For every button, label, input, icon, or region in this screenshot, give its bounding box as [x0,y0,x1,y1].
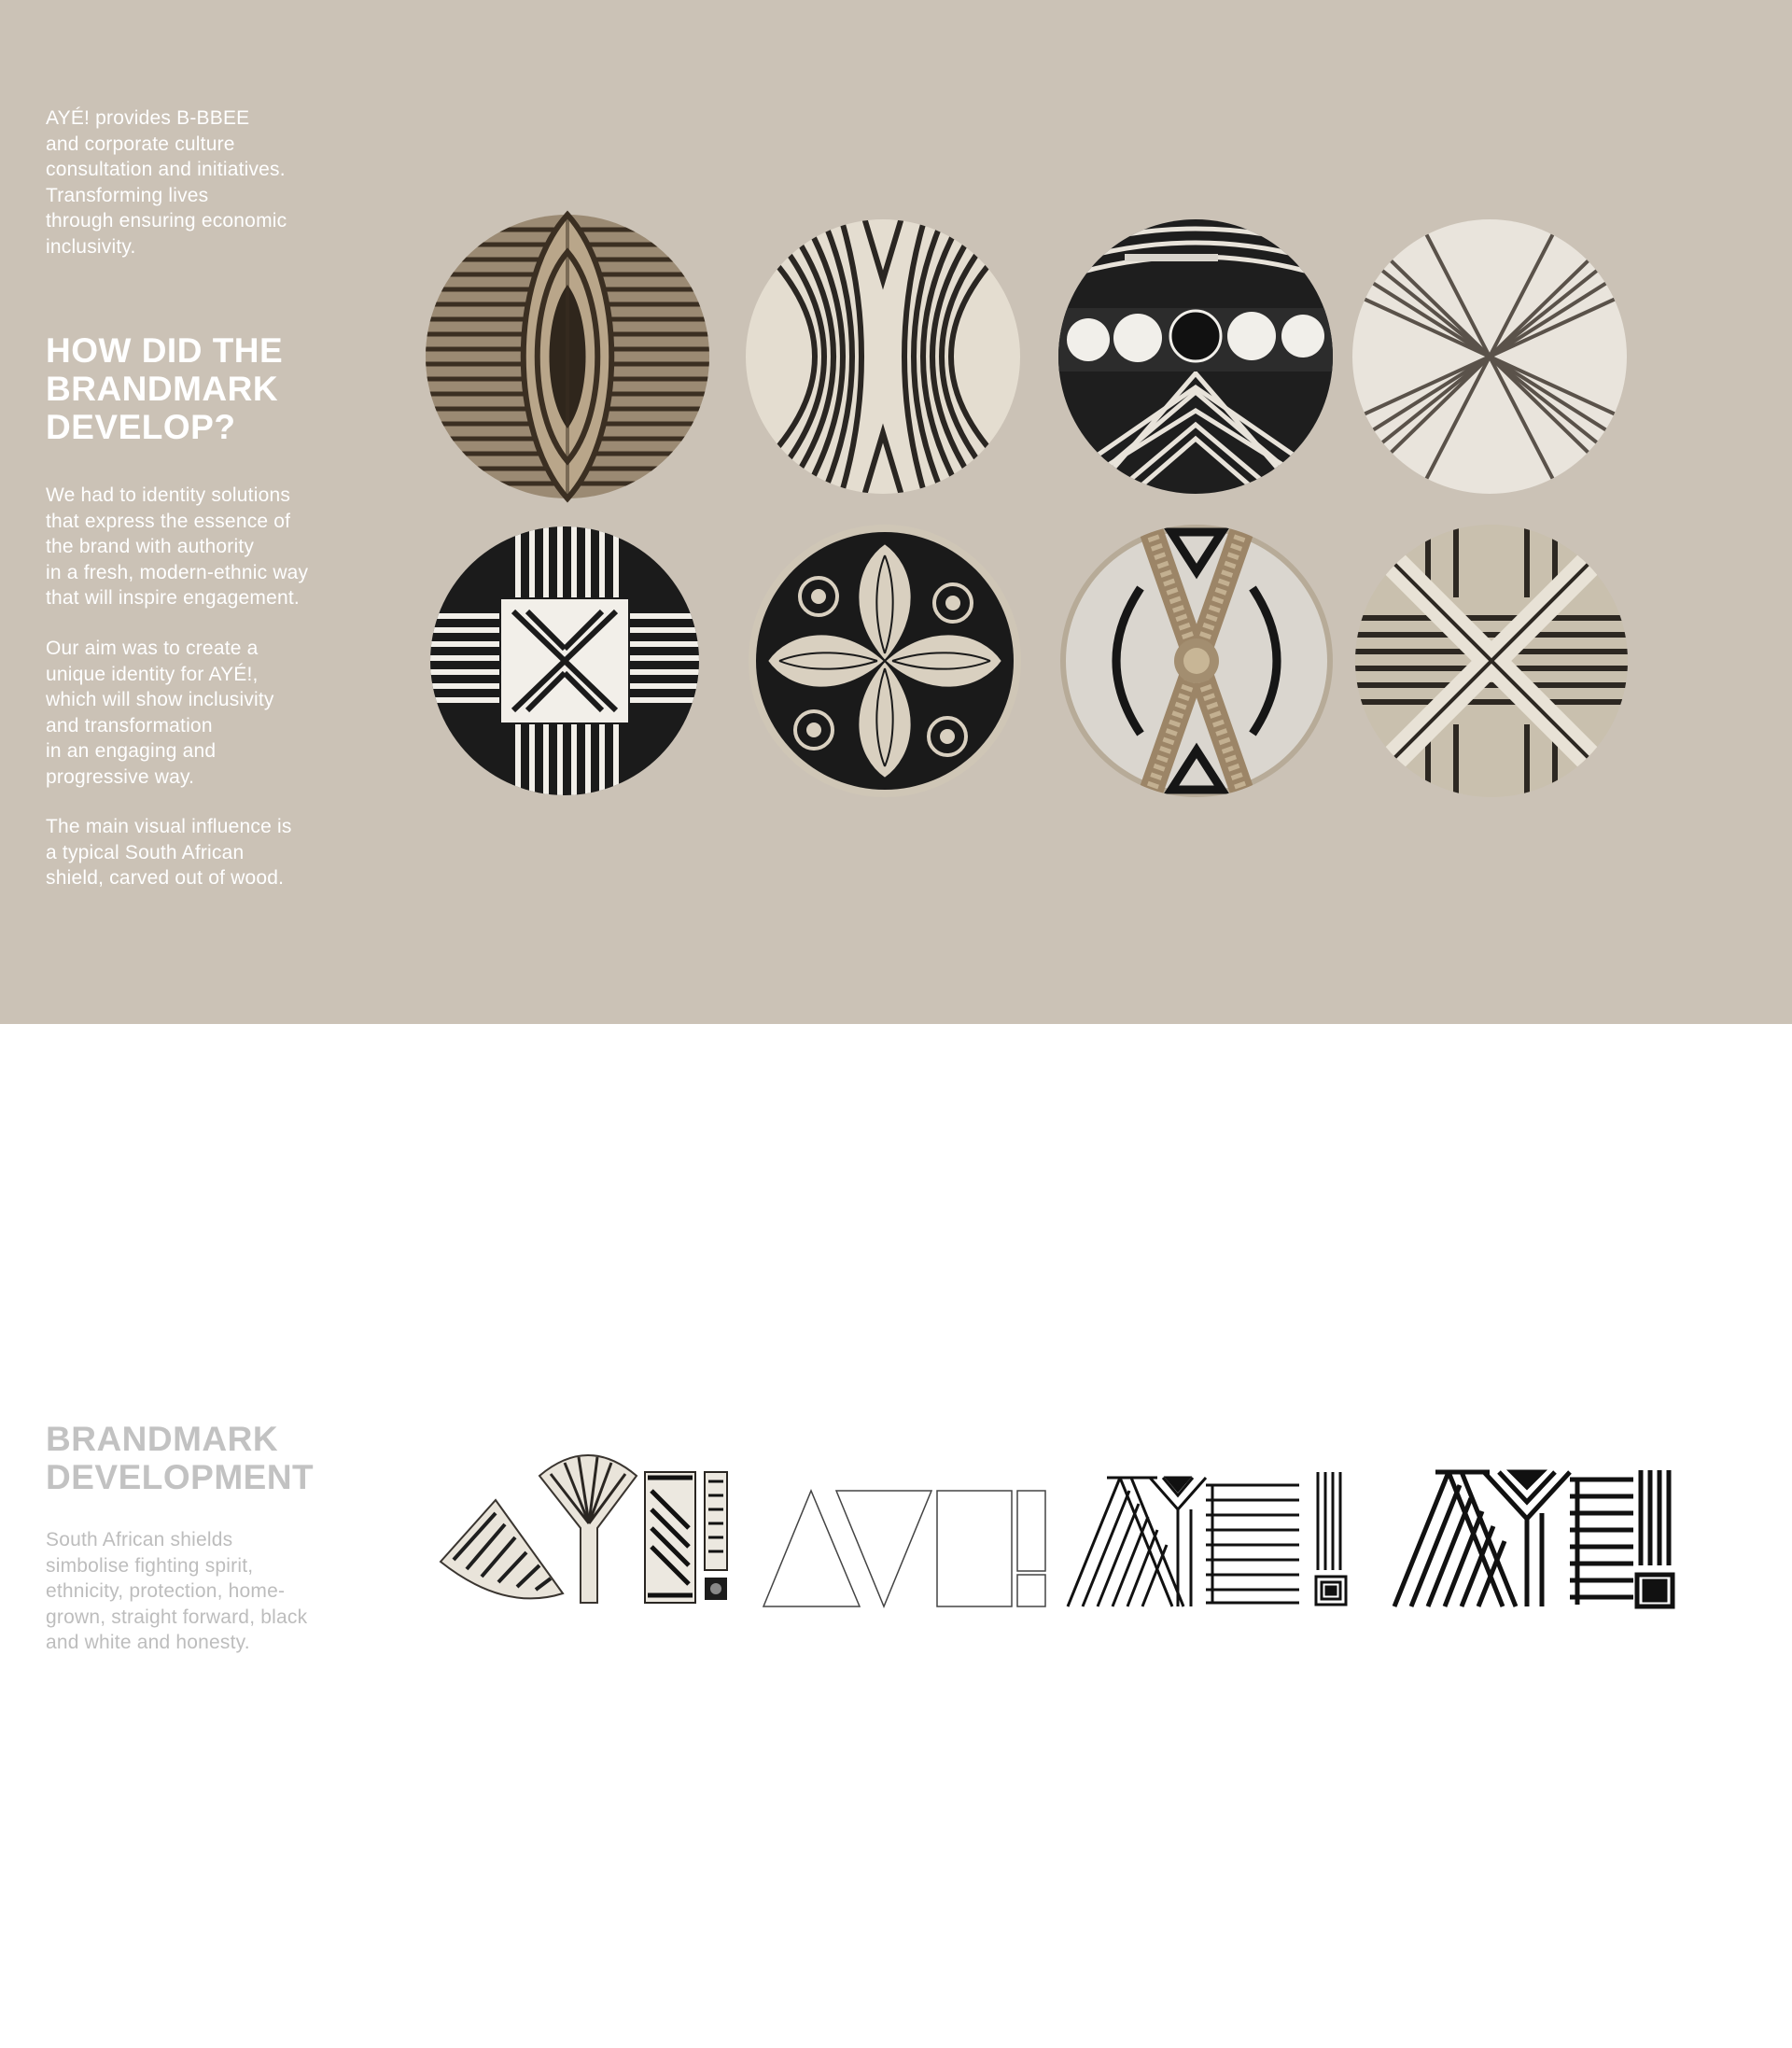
shield-7-image [1060,525,1333,797]
how-paragraph-3: The main visual influence is a typical South African shield, carved out of wood. [46,816,292,889]
brandmark-development-section [0,1024,1792,2048]
brandmark-outline [763,1491,1045,1606]
shield-4-image [1352,219,1627,494]
shield-2-image [746,215,1020,498]
brandmark-striped-bold [1394,1470,1673,1606]
shield-6-image [749,525,1021,797]
shield-8-image [1355,525,1628,797]
brandmark-sketch [441,1455,727,1603]
brandmark-stages [0,1024,1792,2048]
how-heading: HOW DID THE BRANDMARK DEVELOP? [46,331,284,446]
how-paragraph-2: Our aim was to create a unique identity for AYÉ!, which will show inclusivity and transformation in an engaging and progressive way. [46,638,274,788]
development-heading: BRANDMARK DEVELOPMENT [46,1420,315,1496]
shield-1-image [420,215,719,498]
intro-text: AYÉ! provides B-BBEE and corporate culture consultation and initiatives. Transforming lives through ensuring economic inclusivity. [46,107,287,258]
development-text: South African shields simbolise fighting spirit, ethnicity, protection, home- grown, straight forward, black and white and honesty. [46,1529,308,1653]
shield-3-image [1027,215,1365,504]
how-paragraph-1: We had to identity solutions that express the essence of the brand with authority in a fresh, modern-ethnic way that will inspire engagement. [46,484,309,609]
brandmark-striped-light [1068,1472,1346,1606]
shield-5-image [425,523,705,799]
